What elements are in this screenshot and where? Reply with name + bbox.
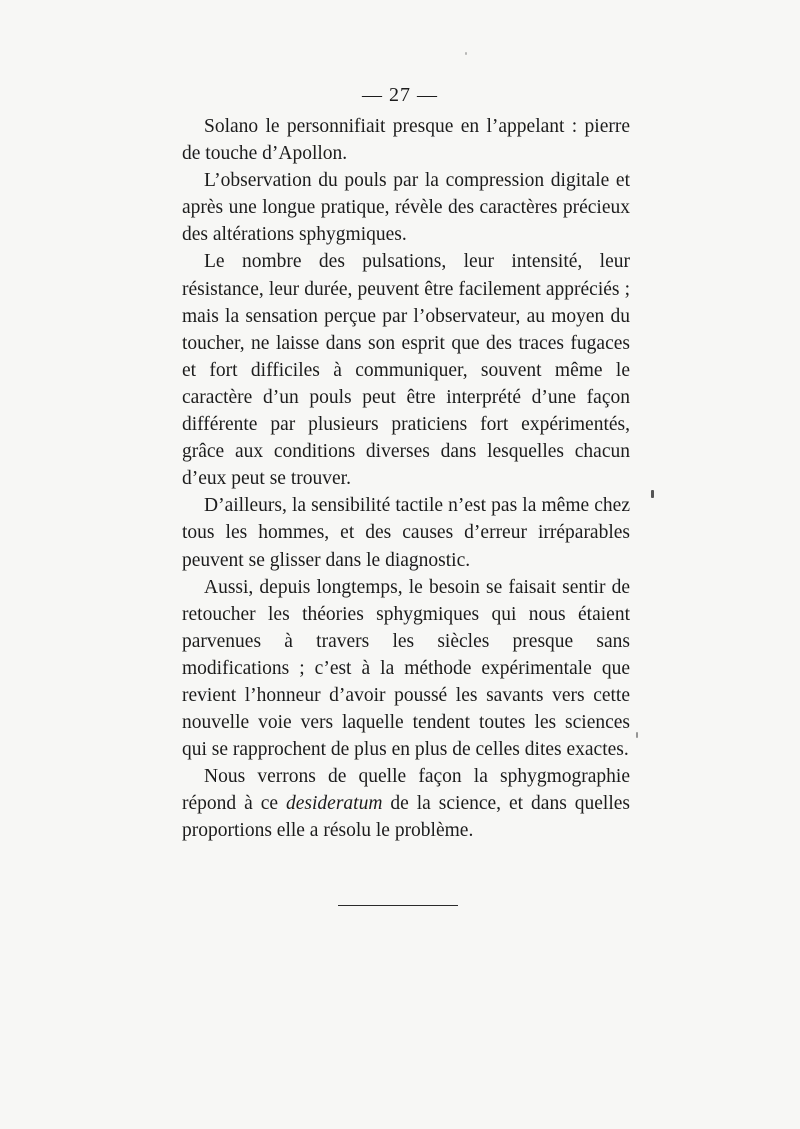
paragraph — [182, 248, 630, 492]
paragraph — [182, 763, 630, 844]
paper-speck — [651, 490, 654, 498]
paragraph-text: D’ailleurs, la sensibilité tactile n’est pas la même chez tous les hommes, et des causes d’erreur irréparables peuvent se glisser dans le diagnostic. — [182, 495, 630, 571]
paragraph-text: Le nombre des pulsations, leur intensité, leur résistance, leur durée, peuvent être facilement appréciés ; mais la sensation perçue par l’observateur, au moyen du toucher, ne laisse dans son esprit que des traces fugaces et fort difficiles à communiquer, souvent même le caractère d’un pouls peut être interprété d’une façon différente par plusieurs praticiens fort expérimentés, grâce aux conditions diverses dans lesquelles chacun d’eux peut se trouver. — [182, 251, 630, 490]
paragraph-text: L’observation du pouls par la compression digitale et après une longue pratique, révèle des caractères précieux des altérations sphygmiques. — [182, 170, 630, 246]
paper-speck — [636, 732, 638, 738]
end-rule — [338, 905, 458, 906]
paragraph — [182, 492, 630, 573]
paragraph-text: Aussi, depuis longtemps, le besoin se faisait sentir de retoucher les théories sphygmiques qui nous étaient parvenues à travers les siècles presque sans modifications ; c’est à la méthode expérimentale que revient l’honneur d’avoir poussé les savants vers cette nouvelle voie vers laquelle tendent toutes les sciences qui se rapprochent de plus en plus de celles dites exactes. — [182, 576, 630, 761]
paper-speck — [465, 52, 467, 55]
body-text — [182, 113, 630, 845]
paragraph-text: Solano le personnifiait presque en l’appelant : pierre de touche d’Apollon. — [182, 116, 630, 165]
paragraph — [182, 113, 630, 167]
paragraph-text: Nous verrons de quelle façon la sphygmographie répond à ce — [182, 766, 630, 815]
paragraph-text: de la science, et dans quelles proportions elle a résolu le problème. — [182, 793, 630, 842]
page-number: — 27 — — [362, 84, 438, 106]
paragraph — [182, 167, 630, 248]
italic-term: desideratum — [286, 793, 383, 815]
paragraph — [182, 574, 630, 764]
